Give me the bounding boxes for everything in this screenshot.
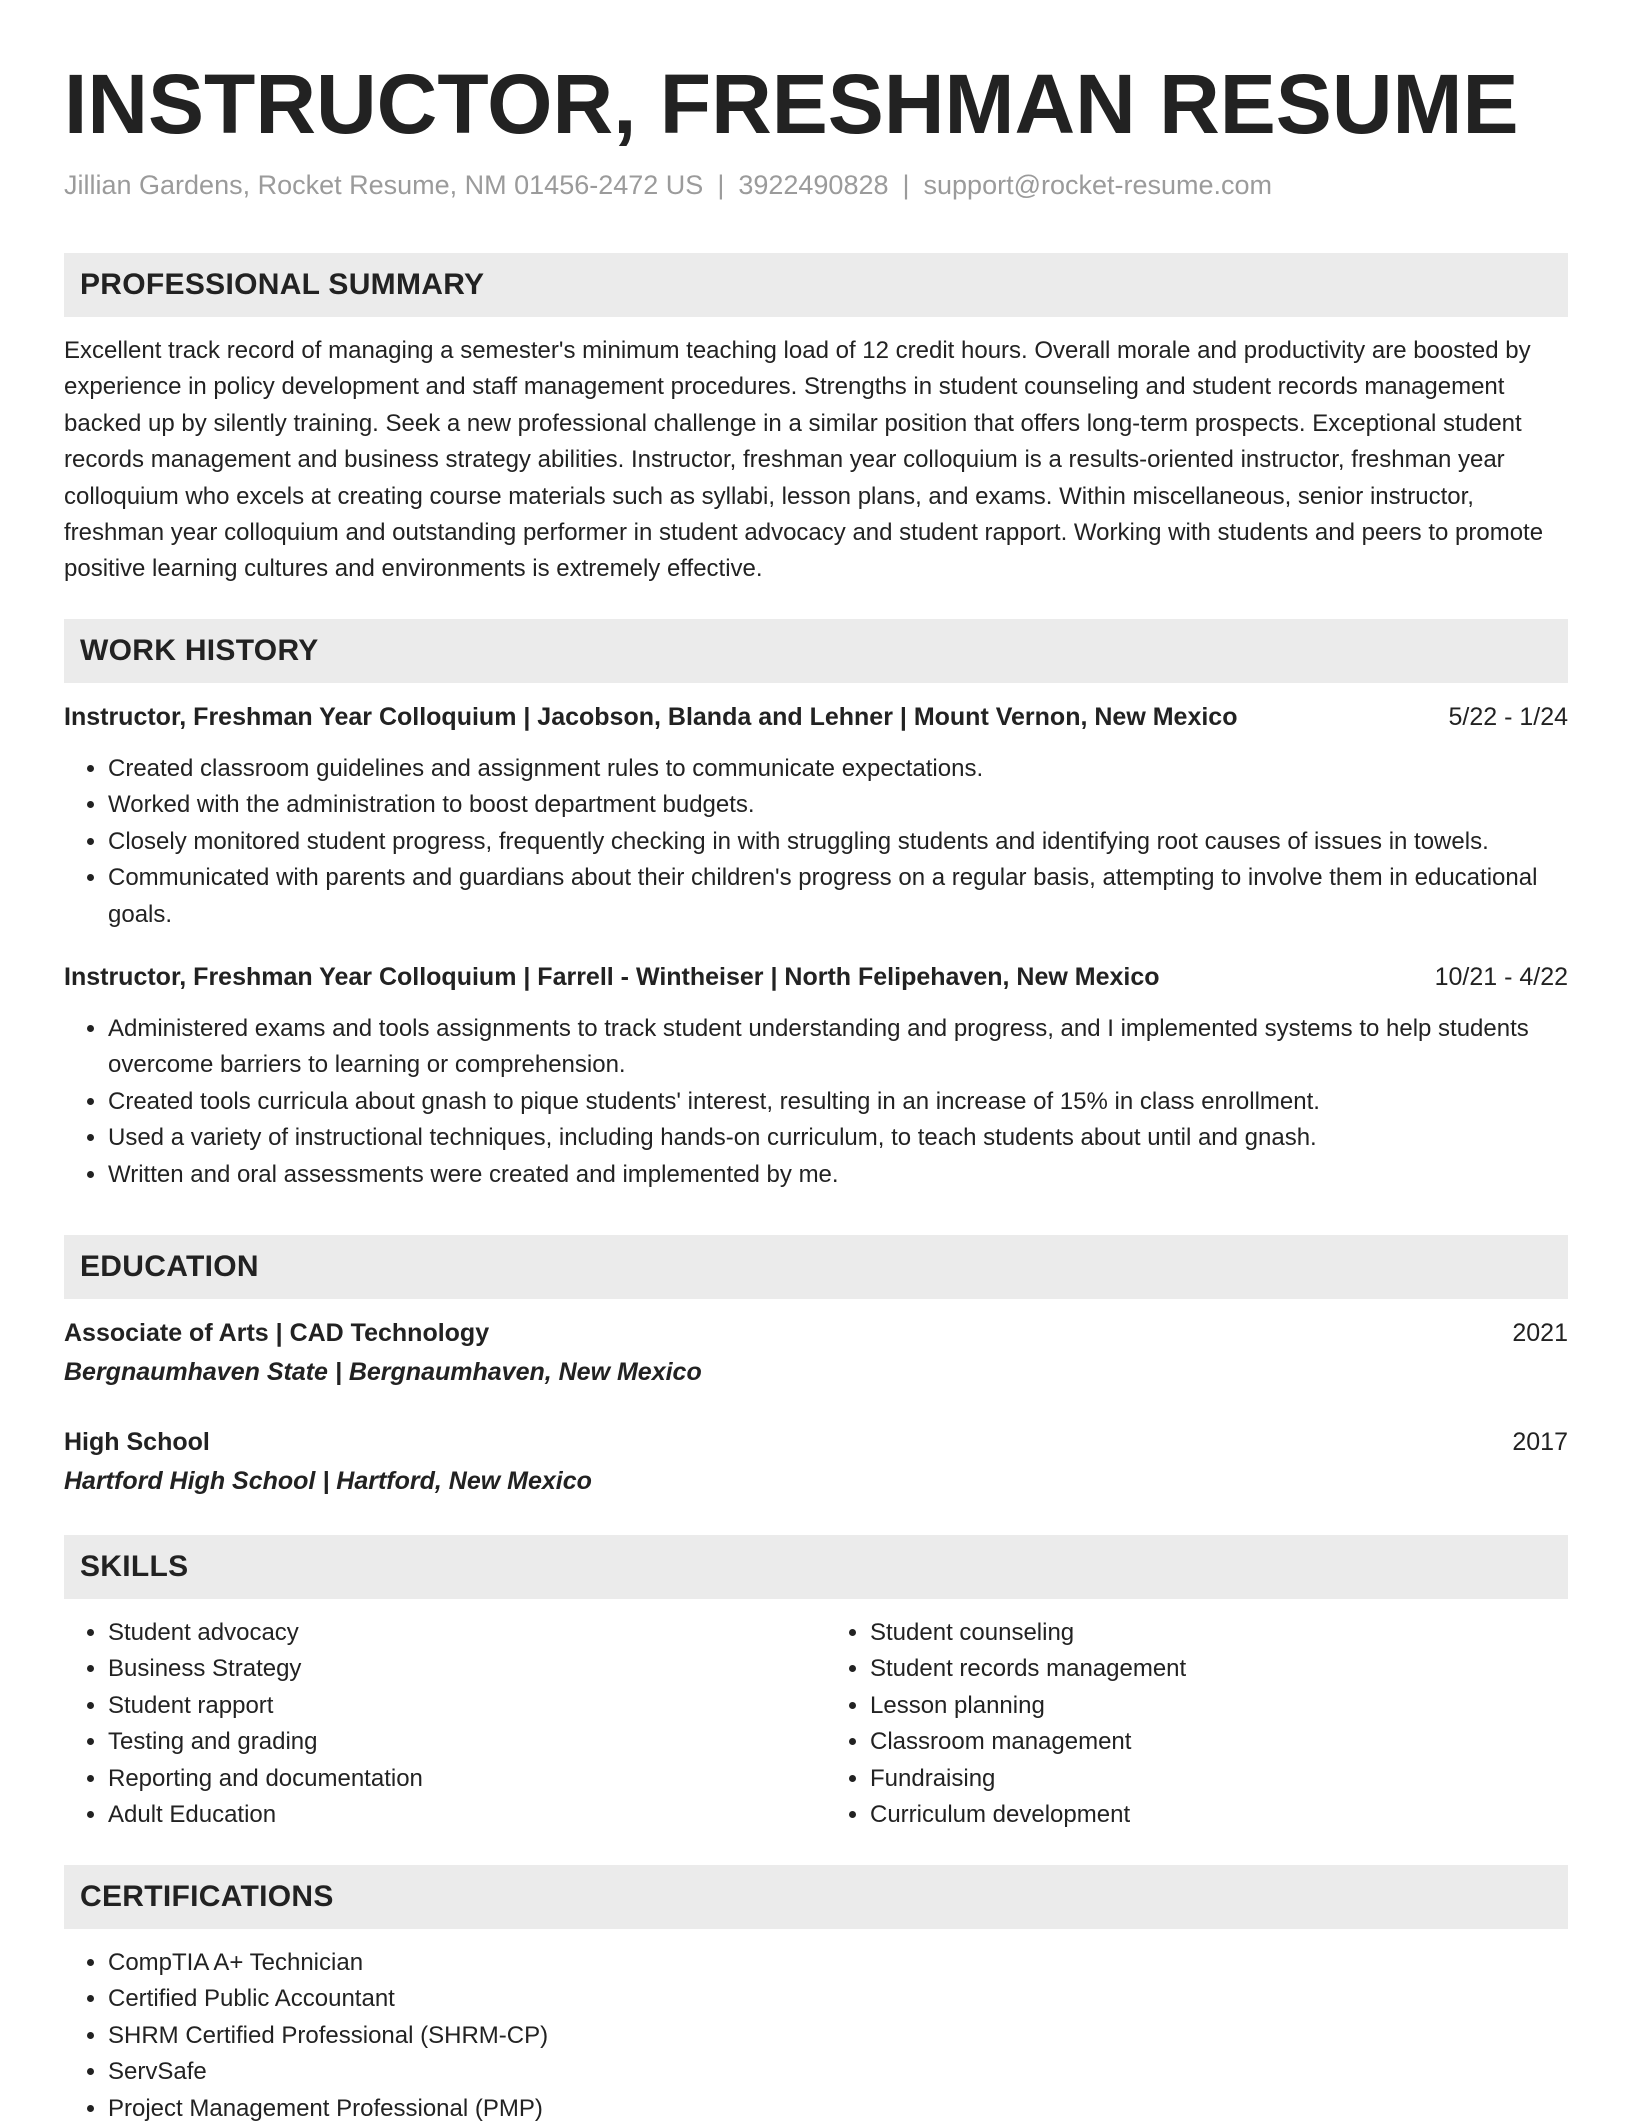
job-bullet: • Closely monitored student progress, frequently checking in with struggling students and identifying root causes of issues in towels.	[108, 824, 1568, 860]
education-heading: EDUCATION	[64, 1235, 1568, 1299]
contact-email: support@rocket-resume.com	[923, 170, 1273, 200]
job-dates: 10/21 - 4/22	[1434, 963, 1568, 992]
resume-title: INSTRUCTOR, FRESHMAN RESUME	[64, 57, 1519, 151]
summary-text: Excellent track record of managing a semester's minimum teaching load of 12 credit hours. Overall morale and productivity are boosted by experience in policy development and staff management procedures. Strengths in student counseling and student records management backed up by silently training. Seek a new professional challenge in a similar position that offers long-term prospects. Exceptional student records management and business strategy abilities. Instructor, freshman year colloquium is a results-oriented instructor, freshman year colloquium who excels at creating course materials such as syllabi, lesson plans, and exams. Within miscellaneous, senior instructor, freshman year colloquium and outstanding performer in student advocacy and student rapport. Working with students and peers to promote positive learning cultures and environments is extremely effective.	[64, 337, 1544, 583]
certification-item: • Project Management Professional (PMP)	[108, 2091, 1568, 2127]
skill-item: • Student advocacy	[108, 1615, 806, 1651]
certifications-section	[64, 1865, 1568, 2127]
certification-item: • Certified Public Accountant	[108, 1981, 1568, 2017]
contact-separator: |	[902, 170, 910, 200]
education-entry	[64, 1315, 1568, 1390]
skill-item: • Adult Education	[108, 1797, 806, 1833]
certification-item: • CompTIA A+ Technician	[108, 1945, 1568, 1981]
job-bullets	[64, 751, 1568, 933]
job-bullet: • Written and oral assessments were created and implemented by me.	[108, 1157, 1568, 1193]
job-bullet: • Worked with the administration to boost department budgets.	[108, 787, 1568, 823]
skills-list-right	[826, 1615, 1568, 1833]
skill-item: • Student records management	[870, 1651, 1568, 1687]
summary-section	[64, 253, 1568, 588]
skills-list-left	[64, 1615, 806, 1833]
job-entry	[64, 699, 1568, 933]
job-bullet: • Administered exams and tools assignments to track student understanding and progress, and I implemented systems to help students overcome barriers to learning or comprehension.	[108, 1011, 1568, 1084]
education-degree: Associate of Arts | CAD Technology	[64, 1319, 490, 1347]
skills-section	[64, 1535, 1568, 1833]
job-bullet: • Created classroom guidelines and assignment rules to communicate expectations.	[108, 751, 1568, 787]
education-year: 2021	[1512, 1319, 1568, 1347]
education-school: Hartford High School | Hartford, New Mexico	[64, 1467, 592, 1495]
job-title: Instructor, Freshman Year Colloquium | Farrell - Wintheiser | North Felipehaven, New Mexico	[64, 963, 1160, 992]
skill-item: • Business Strategy	[108, 1651, 806, 1687]
skill-item: • Testing and grading	[108, 1724, 806, 1760]
contact-phone: 3922490828	[738, 170, 889, 200]
job-bullet: • Communicated with parents and guardians about their children's progress on a regular basis, attempting to involve them in educational goals.	[108, 860, 1568, 933]
work-history-heading: WORK HISTORY	[64, 619, 1568, 683]
skill-item: • Reporting and documentation	[108, 1761, 806, 1797]
contact-line	[64, 168, 1568, 202]
job-bullets	[64, 1011, 1568, 1193]
skill-item: • Lesson planning	[870, 1688, 1568, 1724]
work-history-section	[64, 619, 1568, 1193]
job-bullet: • Used a variety of instructional techniques, including hands-on curriculum, to teach students about until and gnash.	[108, 1120, 1568, 1156]
job-entry	[64, 959, 1568, 1193]
certifications-heading: CERTIFICATIONS	[64, 1865, 1568, 1929]
certification-item: • ServSafe	[108, 2054, 1568, 2090]
summary-heading: PROFESSIONAL SUMMARY	[64, 253, 1568, 317]
skill-item: • Fundraising	[870, 1761, 1568, 1797]
resume-page	[64, 0, 1568, 2122]
skills-heading: SKILLS	[64, 1535, 1568, 1599]
contact-address: Jillian Gardens, Rocket Resume, NM 01456-2472 US	[64, 170, 704, 200]
education-year: 2017	[1512, 1428, 1568, 1456]
job-bullet: • Created tools curricula about gnash to pique students' interest, resulting in an increase of 15% in class enrollment.	[108, 1084, 1568, 1120]
education-entry	[64, 1424, 1568, 1499]
education-section	[64, 1235, 1568, 1499]
skills-grid	[64, 1615, 1568, 1833]
contact-separator: |	[717, 170, 725, 200]
skill-item: • Student rapport	[108, 1688, 806, 1724]
job-dates: 5/22 - 1/24	[1448, 703, 1568, 731]
certification-item: • SHRM Certified Professional (SHRM-CP)	[108, 2018, 1568, 2054]
skill-item: • Classroom management	[870, 1724, 1568, 1760]
skill-item: • Curriculum development	[870, 1797, 1568, 1833]
job-title: Instructor, Freshman Year Colloquium | Jacobson, Blanda and Lehner | Mount Vernon, New Mexico	[64, 703, 1238, 731]
skill-item: • Student counseling	[870, 1615, 1568, 1651]
certifications-list	[64, 1945, 1568, 2127]
education-degree: High School	[64, 1428, 210, 1456]
education-school: Bergnaumhaven State | Bergnaumhaven, New Mexico	[64, 1358, 702, 1386]
